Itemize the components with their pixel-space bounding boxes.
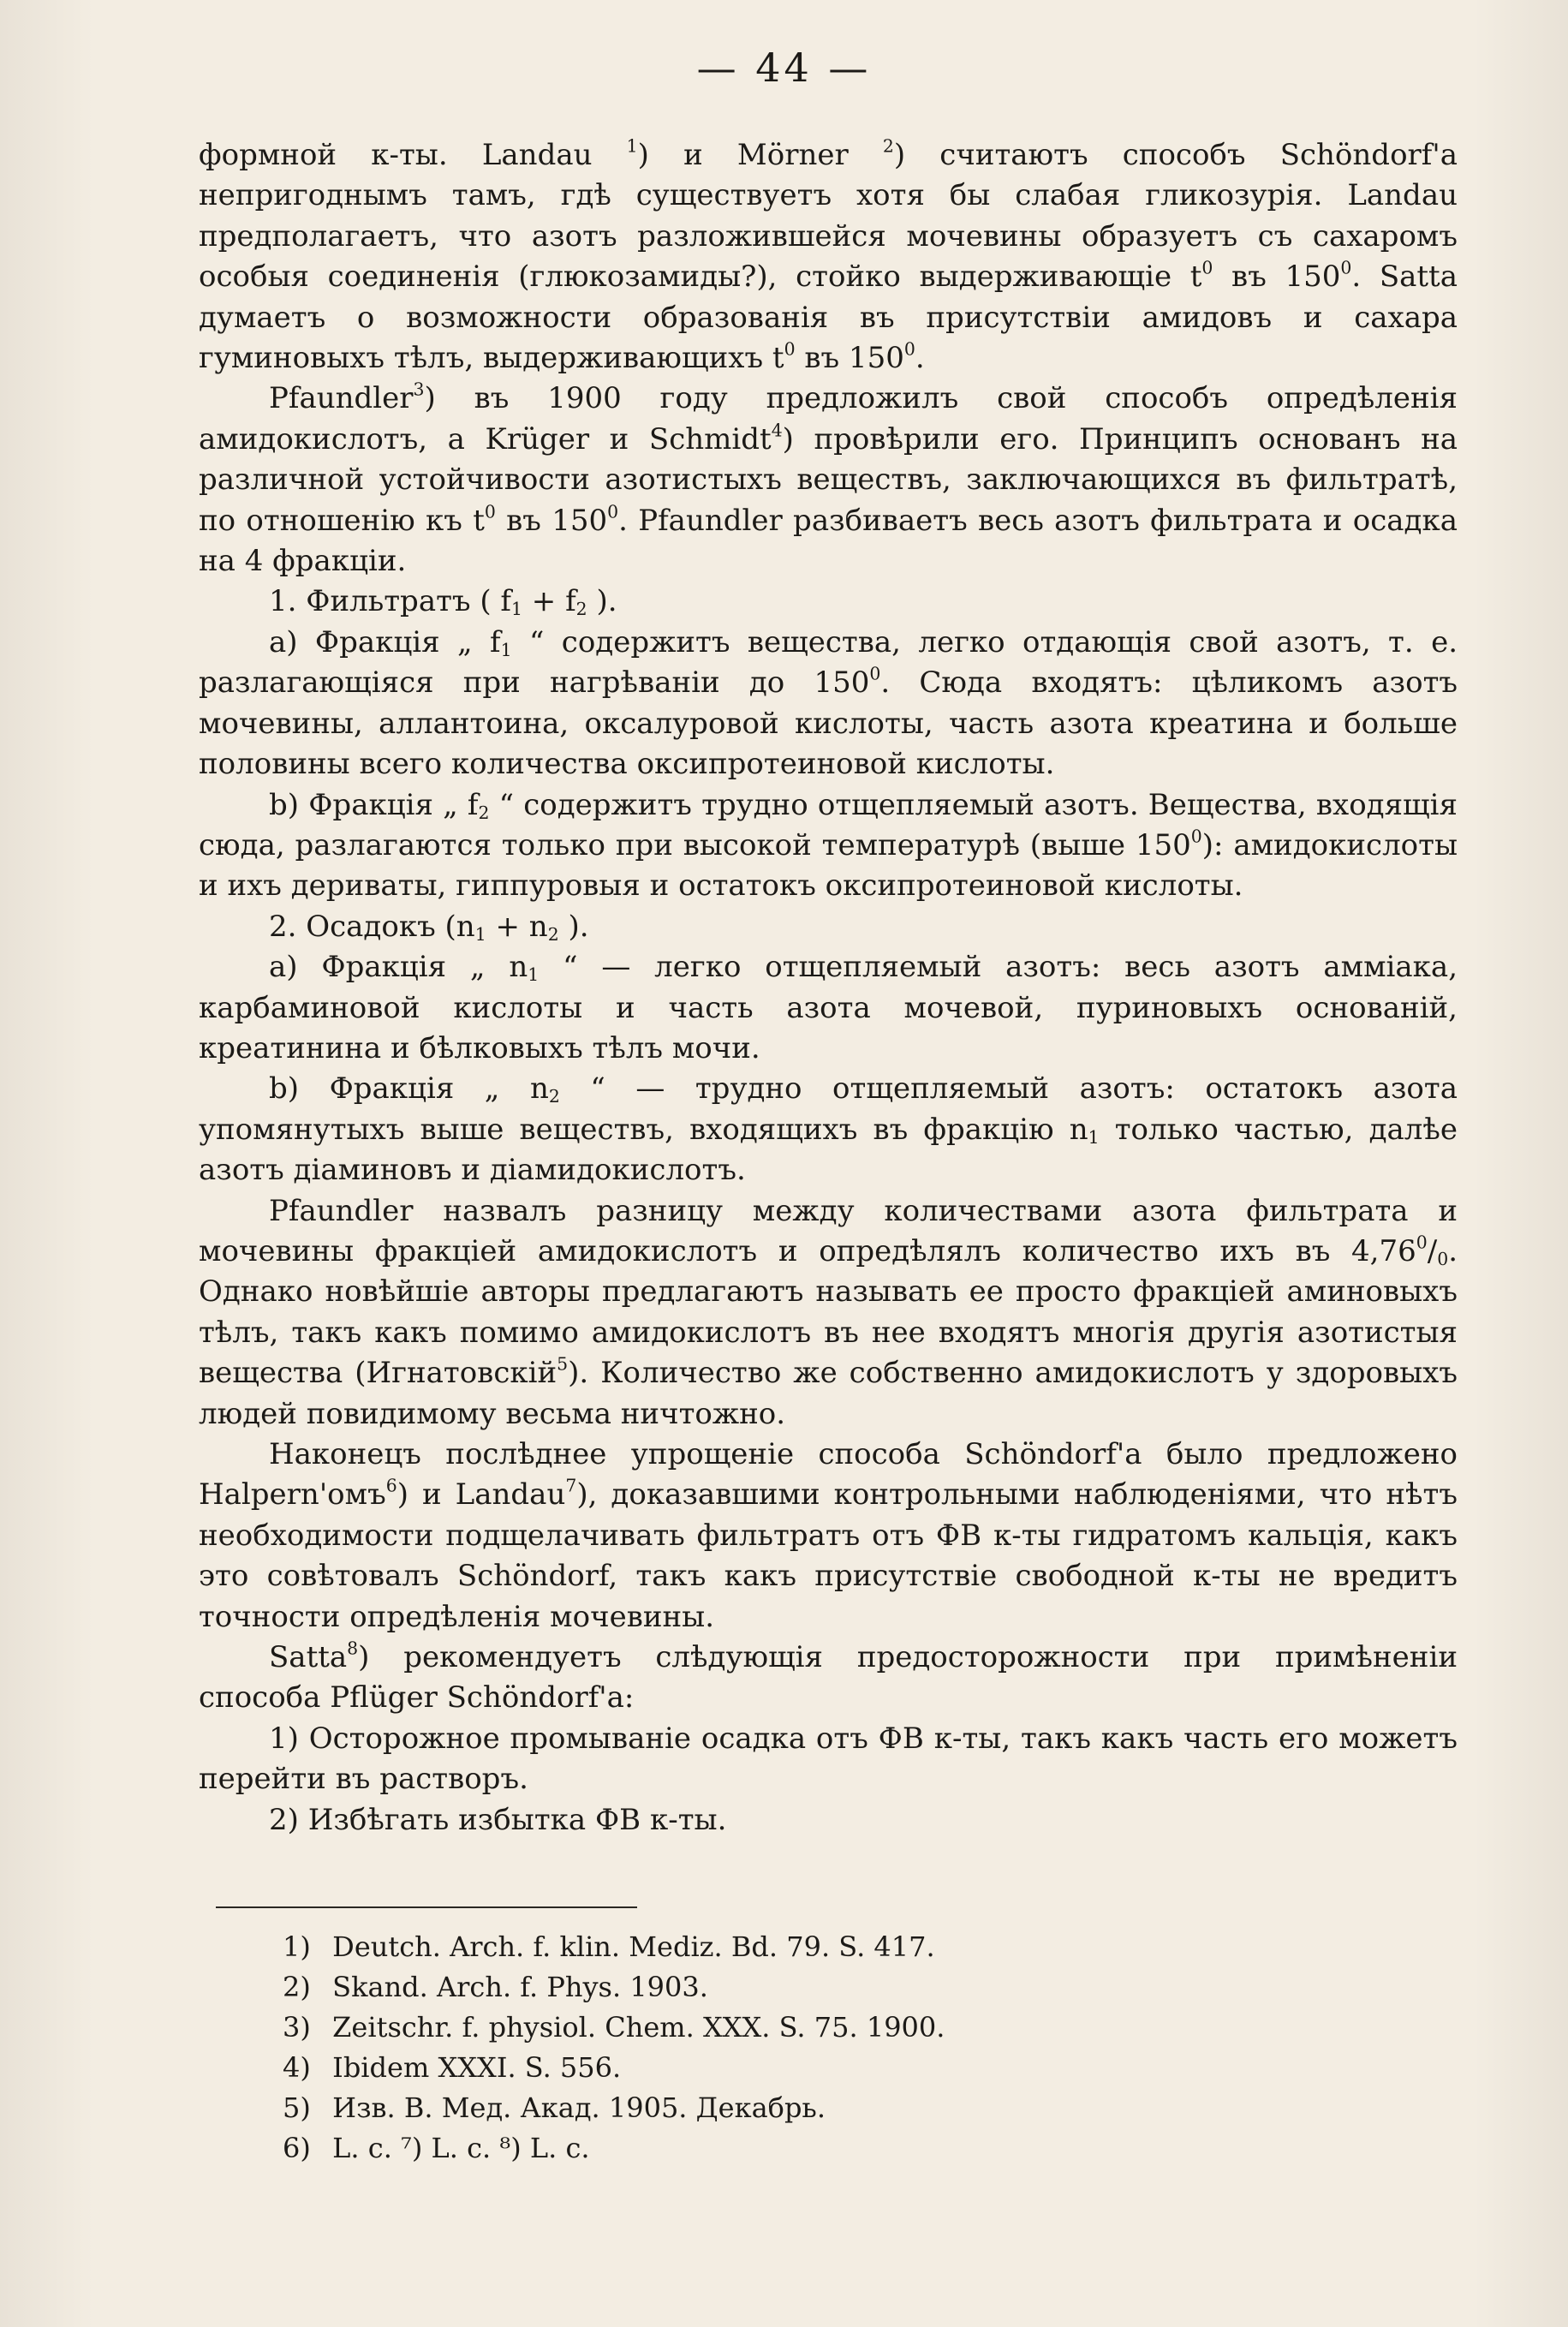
text-run: . Pfaundler разбиваетъ весь азотъ фильтрата и осадка на 4 фракціи.: [199, 503, 1458, 579]
text-run: a) Фракція „ f: [269, 624, 501, 659]
text-run: Satta: [269, 1640, 348, 1675]
subscript: 1: [528, 964, 540, 986]
text-run: въ 150: [795, 341, 904, 376]
paragraph-fraction-n1: [199, 947, 1458, 1069]
text-run: ).: [558, 909, 589, 944]
text-run: “ — легко отщепляемый азотъ: весь азотъ амміака, карбаминовой кислоты и часть азота мочевой, пуриновыхъ основаній, креатинина и бѣлковыхъ тѣлъ мочи.: [199, 950, 1458, 1065]
footnote-mark: 1): [283, 1930, 311, 1963]
footnote-mark: 2): [283, 1971, 311, 2003]
paragraph-amino-fraction: [199, 1191, 1458, 1435]
footnote-6: [283, 2128, 1396, 2169]
superscript: 5: [557, 1353, 569, 1375]
text-run: Pfaundler назвалъ разницу между количествами азота фильтрата и мочевины фракціей амидокислотъ и опредѣлялъ количество ихъ въ 4,76: [199, 1193, 1458, 1268]
text-run: въ 150: [1213, 260, 1341, 295]
paragraph-simplification: [199, 1435, 1458, 1638]
text-run: . Однако новѣйшіе авторы предлагаютъ называть ее просто фракціей аминовыхъ тѣлъ, такъ какъ помимо амидокислотъ въ нее входятъ многія другія азотистыя вещества (Игнатовскій: [199, 1233, 1458, 1391]
paragraph-glycosuria: [199, 135, 1458, 379]
text-run: + f: [522, 584, 576, 619]
superscript: 7: [565, 1476, 577, 1497]
paragraph-fraction-f2: [199, 785, 1458, 907]
superscript: 0: [903, 338, 915, 360]
superscript: 0: [1201, 257, 1213, 278]
text-run: 2. Осадокъ (n: [269, 909, 475, 944]
footnote-1: [283, 1927, 1396, 1967]
text-run: “ содержитъ трудно отщепляемый азотъ. Вещества, входящія сюда, разлагаются только при высокой температурѣ (выше 150: [199, 787, 1458, 862]
paragraph-satta-precautions: [199, 1638, 1458, 1719]
subscript: 2: [547, 923, 559, 945]
superscript: 2: [882, 135, 894, 157]
list-item-precaution-1: [199, 1719, 1458, 1800]
text-run: ) провѣрили его. Принципъ основанъ на различной устойчивости азотистыхъ веществъ, заключающихся въ фильтратѣ, по отношенію къ t: [199, 421, 1458, 538]
text-run: “ — трудно отщепляемый азотъ: остатокъ азота упомянутыхъ выше веществъ, входящихъ въ фракцію n: [199, 1071, 1458, 1147]
superscript: 4: [771, 420, 783, 441]
footnote-mark: 5): [283, 2091, 311, 2124]
text-run: ), доказавшими контрольными наблюденіями, что нѣтъ необходимости подщелачивать фильтратъ отъ ФВ к-ты гидратомъ кальція, какъ это совѣтовалъ Schöndorf, такъ какъ присутствіе свободной к-ты не вредитъ точности опредѣленія мочевины.: [199, 1477, 1458, 1634]
footnote-text: Deutch. Arch. f. klin. Mediz. Bd. 79. S. 417.: [332, 1930, 935, 1963]
footnote-5: [283, 2088, 1396, 2128]
heading-filtrate: [199, 582, 1458, 622]
footnote-mark: 4): [283, 2051, 311, 2084]
subscript: 1: [1088, 1126, 1100, 1148]
text-run: + n: [486, 909, 548, 944]
footnote-text: L. c. ⁷) L. c. ⁸) L. c.: [332, 2132, 590, 2164]
footnote-text: Skand. Arch. f. Phys. 1903.: [332, 1971, 708, 2003]
subscript: 2: [478, 802, 490, 823]
text-run: 1) Осторожное промываніе осадка отъ ФВ к-ты, такъ какъ часть его можетъ перейти въ растворъ.: [199, 1721, 1458, 1797]
list-item-precaution-2: [199, 1800, 1458, 1841]
text-run: .: [915, 341, 925, 376]
subscript: 1: [511, 599, 522, 620]
footnote-mark: 6): [283, 2132, 311, 2164]
text-run: . Сюда входятъ: цѣликомъ азотъ мочевины, аллантоина, оксалуровой кислоты, часть азота креатина и больше половины всего количества оксипротеиновой кислоты.: [199, 665, 1458, 782]
text-run: b) Фракція „ f: [269, 787, 479, 822]
text-run: ) рекомендуетъ слѣдующія предосторожности при примѣненіи способа Pflüger Schöndorf'а:: [199, 1640, 1458, 1715]
superscript: 0: [869, 664, 881, 685]
superscript: 0: [1340, 257, 1352, 278]
superscript: 0: [784, 338, 796, 360]
text-run: ).: [587, 584, 617, 619]
subscript: 2: [575, 599, 587, 620]
text-run: “ содержитъ вещества, легко отдающія свой азотъ, т. е. разлагающіяся при нагрѣваніи до 150: [199, 624, 1458, 701]
text-run: Pfaundler: [269, 381, 414, 416]
footnote-3: [283, 2008, 1396, 2048]
text-run: Наконецъ послѣднее упрощеніе способа Schöndorf'а было предложено Halpern'омъ: [199, 1437, 1458, 1513]
footnote-mark: 3): [283, 2011, 311, 2044]
text-run: ) въ 1900 году предложилъ свой способъ опредѣленія амидокислотъ, а Krüger и Schmidt: [199, 381, 1458, 456]
text-run: b) Фракція „ n: [269, 1071, 549, 1107]
heading-sediment: [199, 907, 1458, 947]
text-run: ) считаютъ способъ Schöndorf'а непригоднымъ тамъ, гдѣ существуетъ хотя бы слабая гликозурія. Landau предполагаетъ, что азотъ разложившейся мочевины образуетъ съ сахаромъ особыя соединенія (глюкозамиды?), стойко выдерживающіе t: [199, 138, 1458, 295]
footnote-4: [283, 2048, 1396, 2088]
subscript: 2: [548, 1086, 560, 1107]
superscript: 6: [385, 1476, 397, 1497]
text-run: въ 150: [495, 503, 608, 538]
footnote-text: Zeitschr. f. physiol. Chem. XXX. S. 75. 1900.: [332, 2011, 945, 2044]
text-run: /: [1427, 1233, 1438, 1268]
text-run: формной к-ты. Landau: [199, 138, 627, 172]
text-run: ): амидокислоты и ихъ дериваты, гиппуровыя и остатокъ оксипротеиновой кислоты.: [199, 827, 1458, 904]
footnote-divider: [216, 1906, 637, 1908]
paragraph-fraction-n2: [199, 1069, 1458, 1190]
text-run: 1. Фильтратъ ( f: [269, 584, 511, 619]
footnote-text: Ibidem XXXI. S. 556.: [332, 2051, 622, 2084]
text-run: . Satta думаетъ о возможности образованія въ присутствіи амидовъ и сахара гуминовыхъ тѣлъ, выдерживающихъ t: [199, 260, 1458, 376]
text-run: ). Количество же собственно амидокислотъ у здоровыхъ людей повидимому весьма ничтожно.: [199, 1356, 1458, 1431]
page-number: — 44 —: [696, 45, 872, 91]
superscript: 0: [607, 501, 619, 522]
text-run: a) Фракція „ n: [269, 950, 528, 985]
superscript: 1: [626, 135, 638, 157]
text-run: только частью, далѣе азотъ діаминовъ и діамидокислотъ.: [199, 1112, 1458, 1188]
footnote-text: Изв. В. Мед. Акад. 1905. Декабрь.: [332, 2091, 826, 2124]
superscript: 0: [1416, 1232, 1428, 1253]
text-run: ) и Landau: [396, 1477, 566, 1513]
paragraph-pfaundler-method: [199, 379, 1458, 582]
footnotes: [283, 1927, 1396, 2169]
paragraph-fraction-f1: [199, 623, 1458, 785]
superscript: 0: [1190, 826, 1202, 847]
superscript: 3: [413, 379, 425, 401]
text-run: ) и Mörner: [637, 138, 883, 172]
subscript: 1: [500, 639, 512, 660]
superscript: 0: [484, 501, 496, 522]
subscript: 1: [474, 923, 486, 945]
text-run: 2) Избѣгать избытка ФВ к-ты.: [269, 1802, 727, 1837]
subscript: 0: [1437, 1249, 1449, 1270]
superscript: 8: [347, 1638, 359, 1659]
body-text: [199, 135, 1458, 1841]
footnote-2: [283, 1967, 1396, 2008]
